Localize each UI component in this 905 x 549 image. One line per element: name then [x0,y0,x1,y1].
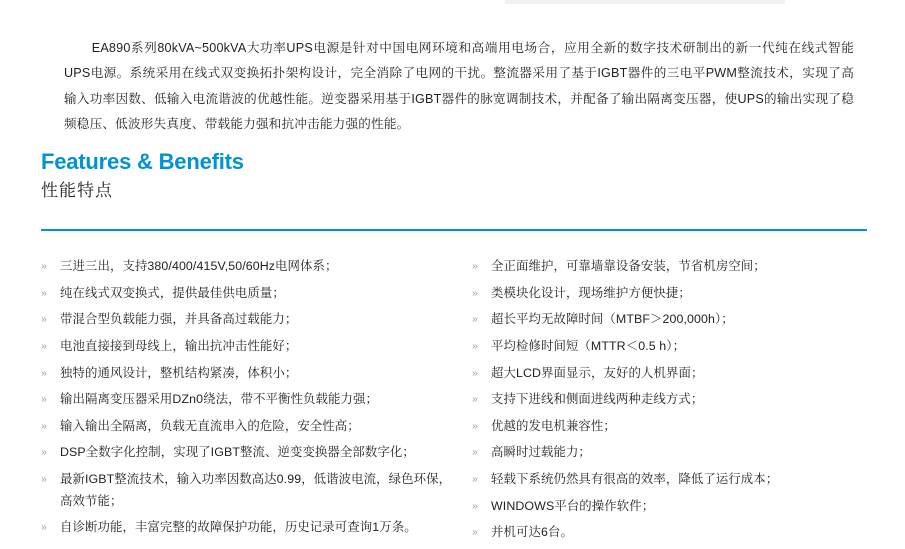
double-chevron-right-icon: » [472,286,478,299]
list-item [472,363,871,384]
list-item [41,442,456,463]
list-item [472,416,871,437]
list-item [41,363,456,384]
feature-list-left [41,256,456,539]
double-chevron-right-icon: » [41,313,47,326]
feature-text: 纯在线式双变换式，提供最佳供电质量； [60,285,285,300]
double-chevron-right-icon: » [472,446,478,459]
list-item [41,309,456,330]
double-chevron-right-icon: » [472,499,478,512]
feature-text: 并机可达6台。 [491,525,573,540]
list-item [41,283,456,304]
list-item [472,442,871,463]
list-item [472,309,871,330]
feature-text: DSP全数字化控制，实现了IGBT整流、逆变变换器全部数字化； [60,445,415,460]
feature-text: 平均检修时间短（MTTR＜0.5 h）； [491,338,686,353]
feature-text: 支持下进线和侧面进线两种走线方式； [491,392,704,407]
feature-text: 高瞬时过载能力； [491,445,591,460]
feature-text: 三进三出，支持380/400/415V,50/60Hz电网体系； [60,259,338,273]
list-item [472,336,871,357]
list-item [41,517,456,538]
feature-text: 轻载下系统仍然具有很高的效率，降低了运行成本； [491,472,779,487]
double-chevron-right-icon: » [472,419,478,432]
features-column-right [456,256,871,549]
list-item [41,336,456,357]
section-divider-rule [41,229,867,231]
list-item [41,389,456,410]
section-title-english: Features & Benefits [41,149,244,174]
list-item [472,256,871,277]
double-chevron-right-icon: » [472,313,478,326]
double-chevron-right-icon: » [41,473,47,486]
feature-text: 最新IGBT整流技术，输入功率因数高达0.99，低谐波电流，绿色环保，高效节能； [60,472,452,508]
intro-paragraph-block [64,36,854,138]
double-chevron-right-icon: » [41,419,47,432]
section-heading [41,148,641,203]
feature-text: 优越的发电机兼容性； [491,418,616,433]
double-chevron-right-icon: » [472,473,478,486]
feature-text: 超大LCD界面显示，友好的人机界面； [491,365,704,380]
feature-text: 电池直接接到母线上，输出抗冲击性能好； [60,338,298,353]
double-chevron-right-icon: » [472,260,478,272]
feature-text: 输出隔离变压器采用DZn0绕法，带不平衡性负载能力强； [60,392,378,407]
list-item [472,469,871,490]
double-chevron-right-icon: » [41,286,47,299]
list-item [472,389,871,410]
list-item [41,469,456,512]
feature-text: WINDOWS平台的操作软件； [491,498,655,513]
feature-text: 全正面维护，可靠墙靠设备安装，节省机房空间； [491,259,766,273]
list-item [472,496,871,517]
double-chevron-right-icon: » [41,521,47,534]
list-item [472,522,871,543]
double-chevron-right-icon: » [41,339,47,352]
double-chevron-right-icon: » [472,339,478,352]
double-chevron-right-icon: » [472,366,478,379]
feature-text: 输入输出全隔离，负载无直流串入的危险，安全性高； [60,418,360,433]
page-top-accent [505,0,785,4]
double-chevron-right-icon: » [41,260,47,272]
list-item [41,416,456,437]
feature-text: 自诊断功能，丰富完整的故障保护功能，历史记录可查询1万条。 [60,520,417,535]
feature-text: 独特的通风设计，整机结构紧凑，体积小； [60,365,298,380]
double-chevron-right-icon: » [41,446,47,459]
double-chevron-right-icon: » [472,393,478,406]
double-chevron-right-icon: » [41,366,47,379]
double-chevron-right-icon: » [41,393,47,406]
features-columns [41,256,871,549]
feature-list-right [472,256,871,544]
double-chevron-right-icon: » [472,526,478,539]
page-top-band [0,0,905,4]
intro-paragraph: EA890系列80kVA~500kVA大功率UPS电源是针对中国电网环境和高端用电场合，应用全新的数字技术研制出的新一代纯在线式智能UPS电源。系统采用在线式双变换拓扑架构设计，完全消除了电网的干扰。整流器采用了基于IGBT器件的三电平PWM整流技术，实现了高输入功率因数、低输入电流谐波的优越性能。逆变器采用基于IGBT器件的脉宽调制技术，并配备了输出隔离变压器，使UPS的输出实现了稳频稳压、低波形失真度、带载能力强和抗冲击能力强的性能。 [64,41,854,132]
list-item [472,283,871,304]
list-item [41,256,456,277]
feature-text: 带混合型负载能力强，并具备高过载能力； [60,312,298,327]
feature-text: 超长平均无故障时间（MTBF＞200,000h）； [491,312,734,327]
features-column-left [41,256,456,549]
feature-text: 类模块化设计，现场维护方便快捷； [491,285,691,300]
section-title-chinese: 性能特点 [41,180,113,200]
